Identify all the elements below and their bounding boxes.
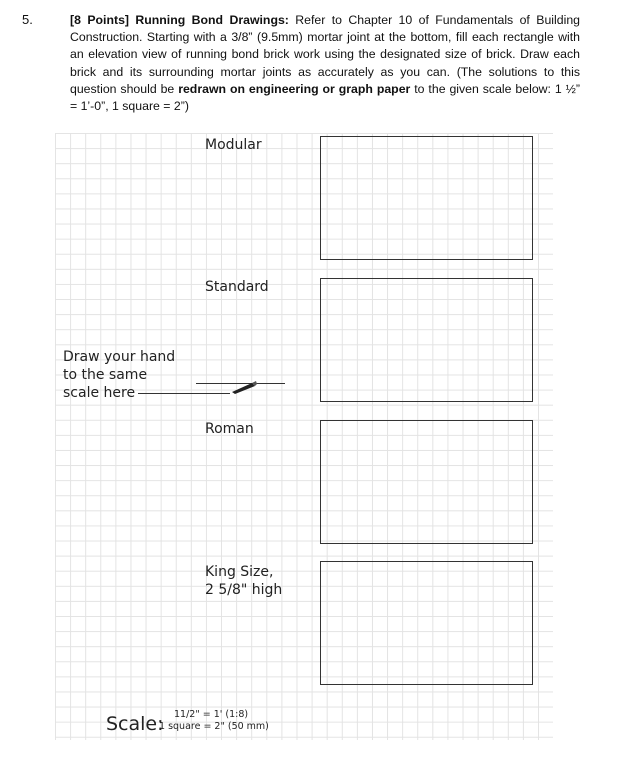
rect-roman <box>320 420 533 544</box>
question-text <box>70 12 580 115</box>
question-intro: Refer to Chapter 10 of Fundamentals of Building Construction. Starting with a 3/8” (9.5mm) mortar joint at the bottom, fill each rectangle with an elevation view of running bond brick work using the designated size of brick. Draw each brick and its surrounding mortar joints as accurately as you can. (The solutions to this question should be <box>70 13 581 96</box>
hand-note-line3: scale here <box>63 385 136 401</box>
scale-word: Scale: <box>106 713 164 735</box>
rect-standard <box>320 278 533 402</box>
hand-pointer-line <box>138 393 230 394</box>
rect-king-size <box>320 561 533 685</box>
rect-modular <box>320 136 533 260</box>
label-king-line1: King Size, <box>205 564 274 580</box>
hand-note-line1: Draw your hand <box>63 349 176 365</box>
question-outro: to the given scale below: 1 ½” = 1’-0”, 1 square = 2”) <box>70 81 581 114</box>
label-roman: Roman <box>205 421 254 437</box>
label-modular: Modular <box>205 137 262 153</box>
label-king-line2: 2 5/8" high <box>205 582 283 598</box>
label-standard: Standard <box>205 279 269 295</box>
hand-note-line2: to the same <box>63 367 148 383</box>
scale-line1: 11/2" = 1' (1:8) <box>174 709 249 720</box>
points-label: [8 Points] Running Bond Drawings: <box>70 13 289 27</box>
scale-line2: 1 square = 2" (50 mm) <box>159 721 269 732</box>
pencil-icon <box>230 380 260 394</box>
question-emphasis: redrawn on engineering or graph paper <box>178 81 411 96</box>
label-king-size <box>205 563 282 599</box>
question-number: 5. <box>22 12 33 27</box>
